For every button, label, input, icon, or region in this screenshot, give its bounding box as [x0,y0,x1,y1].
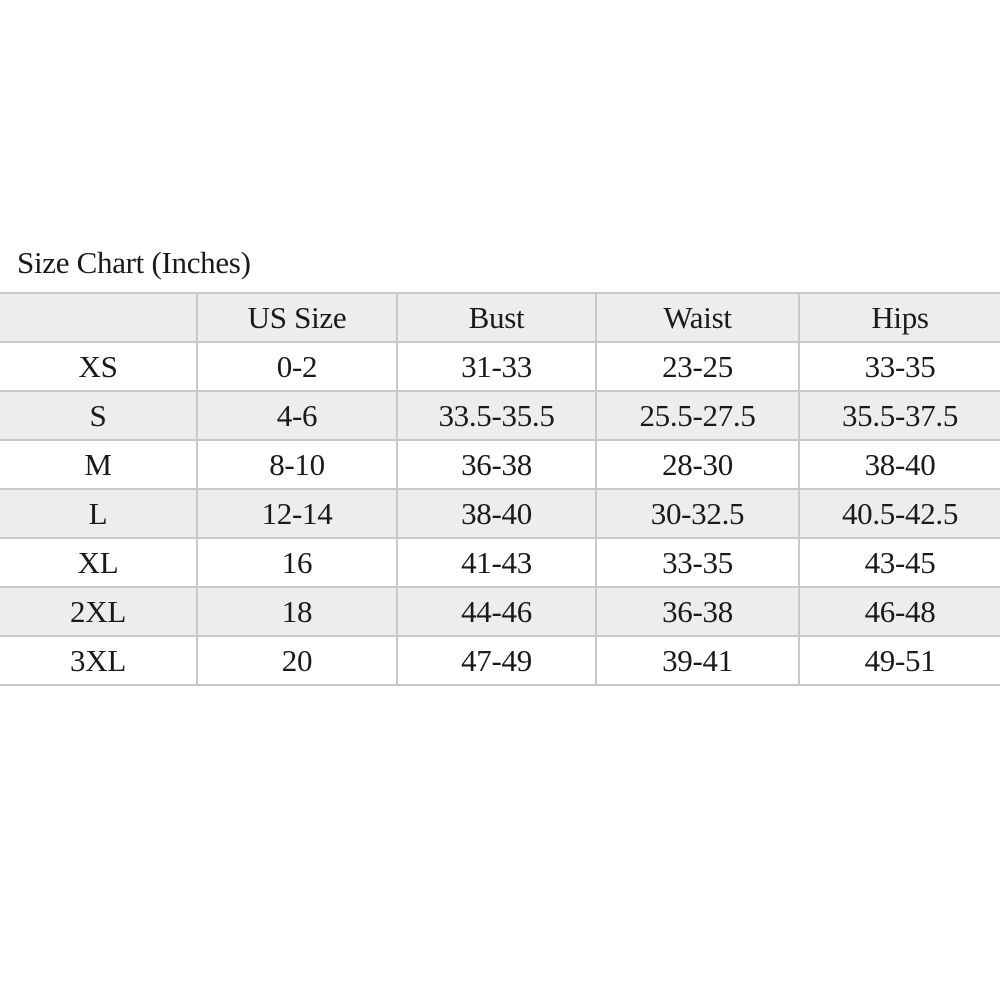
waist-cell: 28-30 [596,440,799,489]
header-cell-waist: Waist [596,293,799,342]
table-row [0,391,1000,440]
bust-cell: 36-38 [397,440,596,489]
us-size-cell: 8-10 [197,440,397,489]
bust-cell: 44-46 [397,587,596,636]
bust-cell: 31-33 [397,342,596,391]
us-size-cell: 4-6 [197,391,397,440]
size-cell: 2XL [0,587,197,636]
hips-cell: 40.5-42.5 [799,489,1000,538]
header-cell-hips: Hips [799,293,1000,342]
table-row [0,538,1000,587]
bust-cell: 33.5-35.5 [397,391,596,440]
size-cell: M [0,440,197,489]
header-cell-bust: Bust [397,293,596,342]
waist-cell: 25.5-27.5 [596,391,799,440]
size-cell: S [0,391,197,440]
table-row [0,440,1000,489]
size-cell: XS [0,342,197,391]
waist-cell: 30-32.5 [596,489,799,538]
chart-title: Size Chart (Inches) [17,245,251,280]
hips-cell: 49-51 [799,636,1000,685]
table-row [0,342,1000,391]
size-cell: XL [0,538,197,587]
hips-cell: 38-40 [799,440,1000,489]
table-row [0,587,1000,636]
us-size-cell: 12-14 [197,489,397,538]
waist-cell: 36-38 [596,587,799,636]
hips-cell: 46-48 [799,587,1000,636]
waist-cell: 39-41 [596,636,799,685]
bust-cell: 38-40 [397,489,596,538]
waist-cell: 33-35 [596,538,799,587]
header-cell-empty [0,293,197,342]
bust-cell: 41-43 [397,538,596,587]
waist-cell: 23-25 [596,342,799,391]
size-cell: 3XL [0,636,197,685]
bust-cell: 47-49 [397,636,596,685]
size-cell: L [0,489,197,538]
table-row [0,636,1000,685]
table-header-row [0,293,1000,342]
us-size-cell: 20 [197,636,397,685]
header-cell-us-size: US Size [197,293,397,342]
table-row [0,489,1000,538]
us-size-cell: 16 [197,538,397,587]
size-chart-table [0,292,1000,686]
hips-cell: 35.5-37.5 [799,391,1000,440]
hips-cell: 43-45 [799,538,1000,587]
us-size-cell: 0-2 [197,342,397,391]
us-size-cell: 18 [197,587,397,636]
hips-cell: 33-35 [799,342,1000,391]
